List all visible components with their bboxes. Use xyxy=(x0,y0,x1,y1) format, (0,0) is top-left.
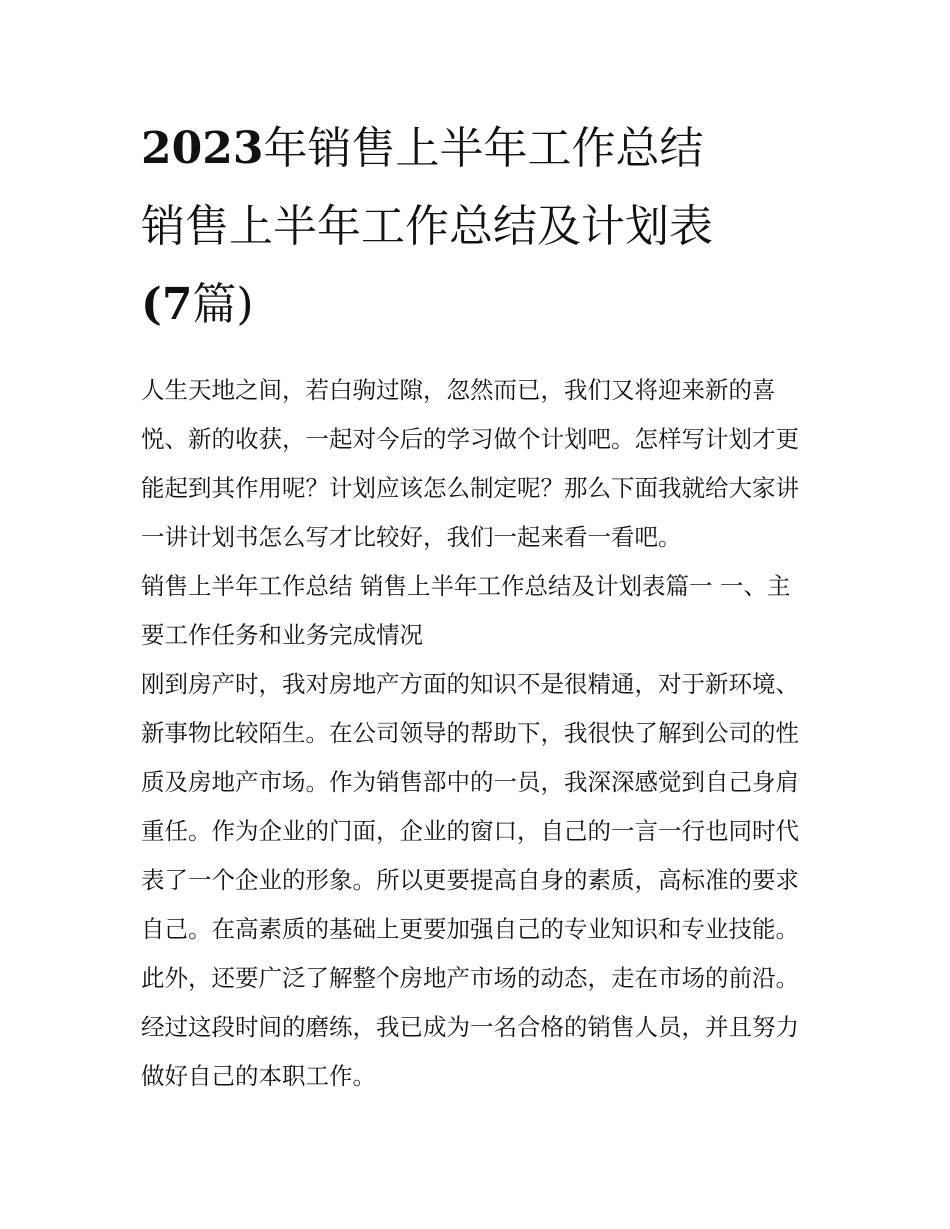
document-body xyxy=(141,366,813,1101)
title-count: (7 xyxy=(141,279,193,330)
title-line-3 xyxy=(141,266,813,344)
title-line-1 xyxy=(141,110,813,188)
intro-paragraph: 人生天地之间，若白驹过隙，忽然而已，我们又将迎来新的喜悦、新的收获，一起对今后的学习做个计划吧。怎样写计划才更能起到其作用呢？计划应该怎么制定呢？那么下面我就给大家讲一讲计划书怎么写才比较好，我们一起来看一看吧。 xyxy=(141,376,799,551)
title-year: 2023 xyxy=(141,123,264,174)
document-title xyxy=(141,110,813,344)
title-line-3-text: 篇) xyxy=(192,279,254,330)
title-line-2: 销售上半年工作总结及计划表 xyxy=(141,201,713,252)
document-content xyxy=(141,110,813,1101)
body-paragraph-1: 刚到房产时，我对房地产方面的知识不是很精通，对于新环境、新事物比较陌生。在公司领导的帮助下，我很快了解到公司的性质及房地产市场。作为销售部中的一员，我深深感觉到自己身肩重任。作为企业的门面，企业的窗口，自己的一言一行也同时代表了一个企业的形象。所以更要提高自身的素质，高标准的要求自己。在高素质的基础上更要加强自己的专业知识和专业技能。此外，还要广泛了解整个房地产市场的动态，走在市场的前沿。经过这段时间的磨练，我已成为一名合格的销售人员，并且努力做好自己的本职工作。 xyxy=(141,670,799,1090)
section-heading: 销售上半年工作总结 销售上半年工作总结及计划表篇一 一、主要工作任务和业务完成情况 xyxy=(141,572,791,649)
title-line-1-text: 年销售上半年工作总结 xyxy=(263,123,704,174)
